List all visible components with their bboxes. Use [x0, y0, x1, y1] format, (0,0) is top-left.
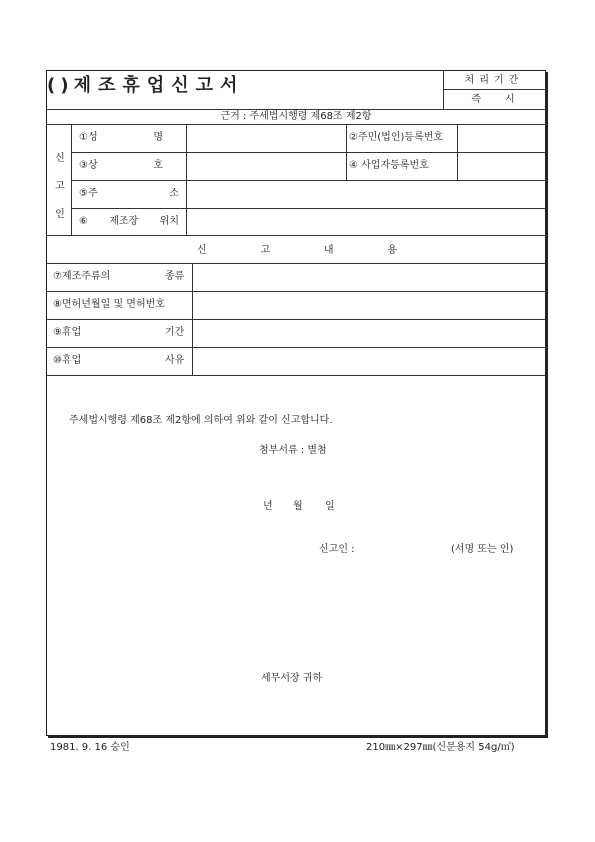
processing-divider: [443, 89, 545, 90]
approval-note: 1981. 9. 16 승인: [50, 742, 130, 753]
name-label-a: ①성: [79, 132, 98, 143]
item-3-label-a: ⑨휴업: [53, 327, 82, 338]
factory-label-b: 제조장: [109, 216, 139, 227]
rule-1: [47, 109, 545, 110]
title-close-paren: ): [60, 75, 69, 96]
trade-name-label: [79, 160, 163, 172]
signature-note: (서명 또는 인): [451, 544, 514, 555]
date-year: 년: [263, 501, 273, 512]
address-label-b: 소: [169, 188, 179, 199]
content-header-2: 고: [260, 245, 271, 256]
factory-label-a: ⑥: [79, 216, 88, 227]
content-header-1: 신: [197, 245, 207, 256]
item-1-label-b: 종류: [165, 271, 185, 282]
trade-name-field[interactable]: [187, 153, 345, 179]
resident-no-field[interactable]: [458, 125, 544, 151]
legal-basis: 근거 : 주세법시행령 제68조 제2항: [220, 111, 372, 122]
business-no-field[interactable]: [458, 153, 544, 179]
address-label: [79, 188, 179, 200]
report-form: [46, 70, 546, 736]
signature-field[interactable]: [365, 541, 445, 557]
item-2-label-a: ⑧면허년월일 및 면허번호: [53, 299, 165, 310]
name-label-b: 명: [153, 132, 163, 143]
address-field[interactable]: [187, 181, 544, 207]
paper-spec: 210㎜×297㎜(신문용지 54g/㎡): [366, 742, 515, 753]
trade-name-label-b: 호: [153, 160, 163, 171]
liquor-type-field[interactable]: [193, 264, 544, 290]
rule-6: [47, 235, 545, 236]
factory-location-field[interactable]: [187, 209, 544, 234]
license-field[interactable]: [193, 292, 544, 318]
trade-name-label-a: ③상: [79, 160, 98, 171]
address-label-a: ⑤주: [79, 188, 98, 199]
factory-location-label: [79, 216, 179, 228]
business-no-label: ④ 사업자등록번호: [349, 160, 429, 171]
suspension-period-field[interactable]: [193, 320, 544, 346]
signer-label: 신고인 :: [319, 544, 355, 555]
declaration-text: 주세법시행령 제68조 제2항에 의하여 위와 같이 신고합니다.: [69, 415, 333, 426]
factory-label-c: 위치: [159, 216, 179, 227]
name-field[interactable]: [187, 125, 345, 151]
title-open-paren: (: [47, 75, 56, 96]
resident-no-label: ②주민(법인)등록번호: [349, 132, 444, 143]
content-header-3: 내: [323, 245, 334, 256]
rule-11: [47, 375, 545, 376]
item-3-label-b: 기간: [165, 327, 185, 338]
applicant-section-label: 신고인: [55, 153, 65, 220]
content-header-4: 용: [387, 245, 397, 256]
content-header: [197, 245, 397, 257]
processing-period-value: 즉시: [471, 94, 539, 105]
suspension-reason-field[interactable]: [193, 348, 544, 374]
addressee: 세무서장 귀하: [261, 673, 323, 684]
item-4-label-b: 사유: [165, 355, 185, 366]
processing-period-label: 처리기간: [464, 75, 524, 86]
name-label: [79, 132, 163, 144]
form-title: [47, 71, 443, 109]
item-4-label-a: ⑩휴업: [53, 355, 82, 366]
date-month: 월: [293, 501, 303, 512]
attachment-text: 첨부서류 : 별첨: [259, 445, 327, 456]
date-day: 일: [325, 501, 335, 512]
title-text: 제조휴업신고서: [73, 75, 245, 96]
item-1-label-a: ⑦제조주류의: [53, 271, 111, 282]
